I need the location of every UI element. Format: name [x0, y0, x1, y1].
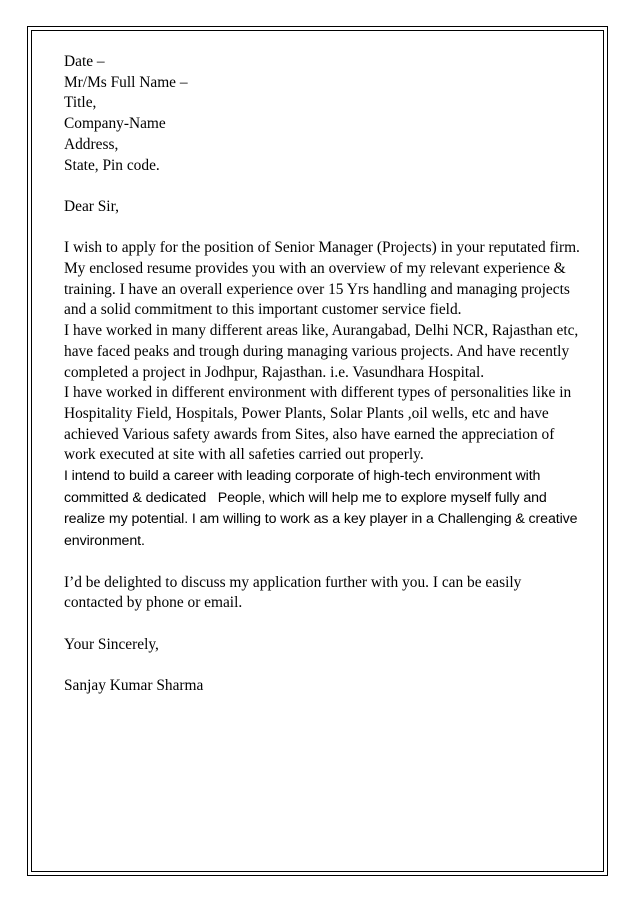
state-pin-line: State, Pin code. — [64, 156, 160, 174]
company-name: Company-Name — [64, 115, 166, 133]
signature: Sanjay Kumar Sharma — [64, 677, 204, 695]
date-line: Date – — [64, 53, 105, 70]
spacer — [64, 218, 584, 239]
spacer — [64, 656, 584, 677]
spacer — [64, 614, 584, 635]
paragraph-environments: I have worked in different environment with different types of personalities like in Hospitality Field, Hospitals, Power Plants, Solar Plants ,oil wells, etc and have achieved Various safety awards from Sites, also have earned the appreciation of work executed at site with all safeties carried out properly. — [64, 384, 572, 464]
recipient-name: Mr/Ms Full Name – — [64, 73, 188, 91]
paragraph-position: I wish to apply for the position of Senior Manager (Projects) in your reputated firm. — [64, 239, 580, 257]
address-line: Address, — [64, 135, 119, 153]
cover-letter — [64, 52, 584, 697]
spacer — [64, 552, 584, 573]
salutation: Dear Sir, — [64, 197, 119, 215]
paragraph-contact: I’d be delighted to discuss my application further with you. I can be easily contacted by phone or email. — [64, 573, 522, 612]
paragraph-resume: My enclosed resume provides you with an overview of my relevant experience & training. I have an overall experience over 15 Yrs handling and managing projects and a solid commitment to this important customer service field. — [64, 260, 570, 319]
closing: Your Sincerely, — [64, 635, 159, 653]
spacer — [64, 176, 584, 197]
paragraph-career: I intend to build a career with leading corporate of high-tech environment with committed & dedicated People, which will help me to explore myself fully and realize my potential. I am willing to work as a key player in a Challenging & creative environment. — [64, 468, 582, 549]
recipient-title: Title, — [64, 94, 97, 112]
paragraph-locations: I have worked in many different areas like, Aurangabad, Delhi NCR, Rajasthan etc, have faced peaks and trough during managing various projects. And have recently completed a project in Jodhpur, Rajasthan. i.e. Vasundhara Hospital. — [64, 322, 579, 381]
